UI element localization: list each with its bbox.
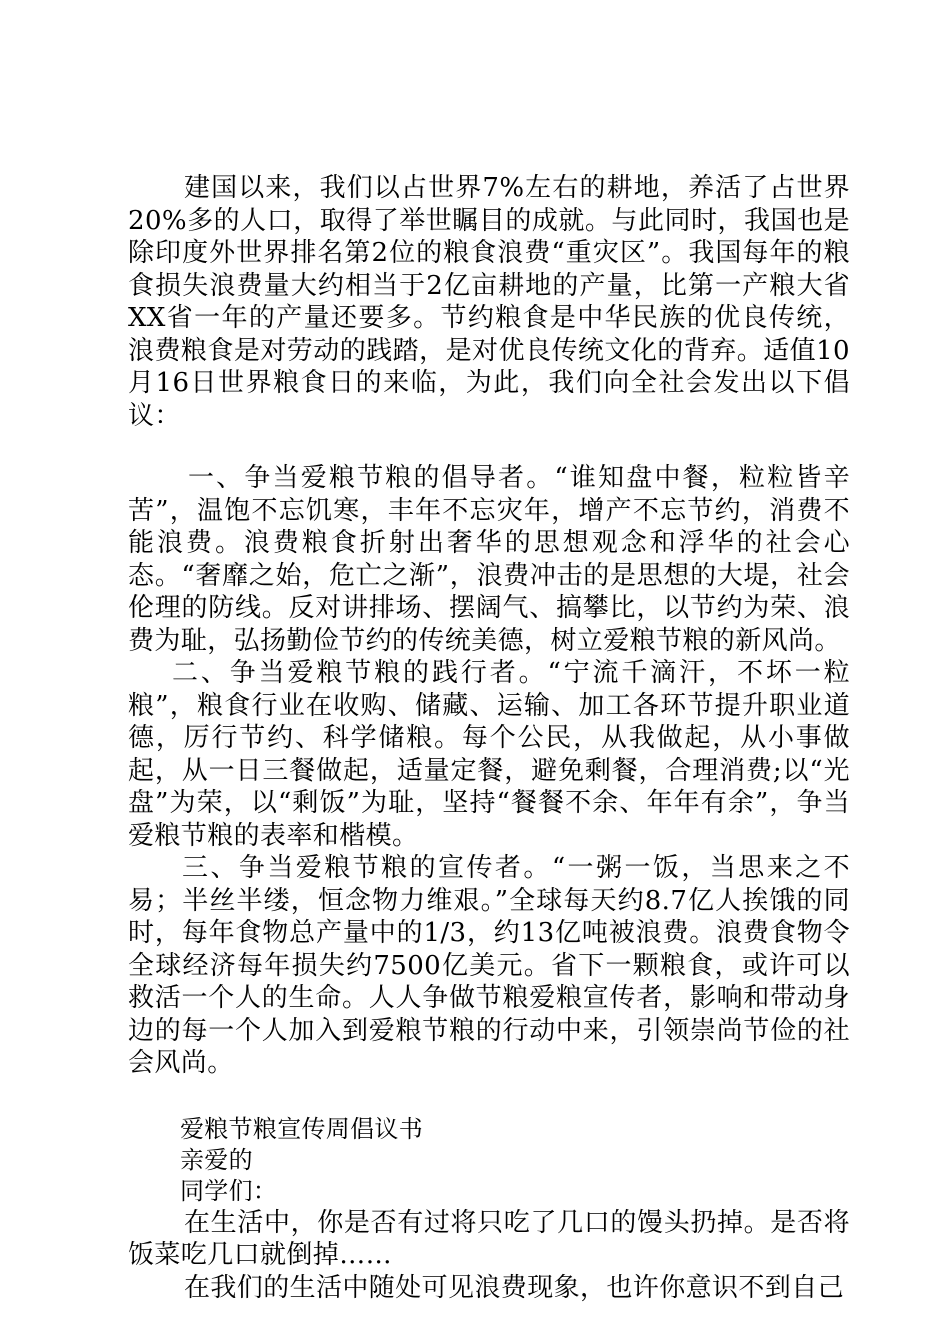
- body-paragraph-1: 在生活中，你是否有过将只吃了几口的馒头扔掉。是否将饭菜吃几口就倒掉……: [128, 1207, 850, 1270]
- intro-paragraph: 建国以来，我们以占世界7%左右的耕地，养活了占世界20%多的人口，取得了举世瞩目的成就。与此同时，我国也是除印度外世界排名第2位的粮食浪费“重灾区”。我国每年的粮食损失浪费量大约相当于2亿亩耕地的产量，比第一产粮大省XX省一年的产量还要多。节约粮食是中华民族的优良传统，浪费粮食是对劳动的践踏，是对优良传统文化的背弃。适值10月16日世界粮食日的来临，为此，我们向全社会发出以下倡议：: [128, 173, 850, 431]
- body-paragraph-2: 在我们的生活中随处可见浪费现象，也许你意识不到自己: [184, 1272, 845, 1303]
- salutation-line-2: 同学们：: [180, 1176, 278, 1205]
- section-1-paragraph: 一、争当爱粮节粮的倡导者。“谁知盘中餐，粒粒皆辛苦”，温饱不忘饥寒，丰年不忘灾年，增产不忘节约，消费不能浪费。浪费粮食折射出奢华的思想观念和浮华的社会心态。“奢靡之始，危亡之渐”，浪费冲击的是思想的大堤，社会伦理的防线。反对讲排场、摆阔气、搞攀比，以节约为荣、浪费为耻，弘扬勤俭节约的传统美德，树立爱粮节粮的新风尚。: [128, 463, 850, 656]
- second-title: 爱粮节粮宣传周倡议书: [180, 1114, 423, 1143]
- paragraph-spacer: [128, 1080, 850, 1114]
- section-2-paragraph: 二、争当爱粮节粮的践行者。“宁流千滴汗，不坏一粒粮”，粮食行业在收购、储藏、运输、加工各环节提升职业道德，厉行节约、科学储粮。每个公民，从我做起，从小事做起，从一日三餐做起，适量定餐，避免剩餐，合理消费;以“光盘”为荣，以“剩饭”为耻，坚持“餐餐不余、年年有余”，争当爱粮节粮的表率和楷模。: [128, 658, 850, 851]
- paragraph-spacer: [128, 432, 850, 462]
- section-3-paragraph: 三、争当爱粮节粮的宣传者。“一粥一饭，当思来之不易；半丝半缕，恒念物力维艰。”全球每天约8.7亿人挨饿的同时，每年食物总产量中的1/3，约13亿吨被浪费。浪费食物令全球经济每年损失约7500亿美元。省下一颗粮食，或许可以救活一个人的生命。人人争做节粮爱粮宣传者，影响和带动身边的每一个人加入到爱粮节粮的行动中来，引领崇尚节俭的社会风尚。: [128, 853, 850, 1078]
- document-page: [128, 172, 850, 1304]
- salutation-line-1: 亲爱的: [180, 1145, 253, 1174]
